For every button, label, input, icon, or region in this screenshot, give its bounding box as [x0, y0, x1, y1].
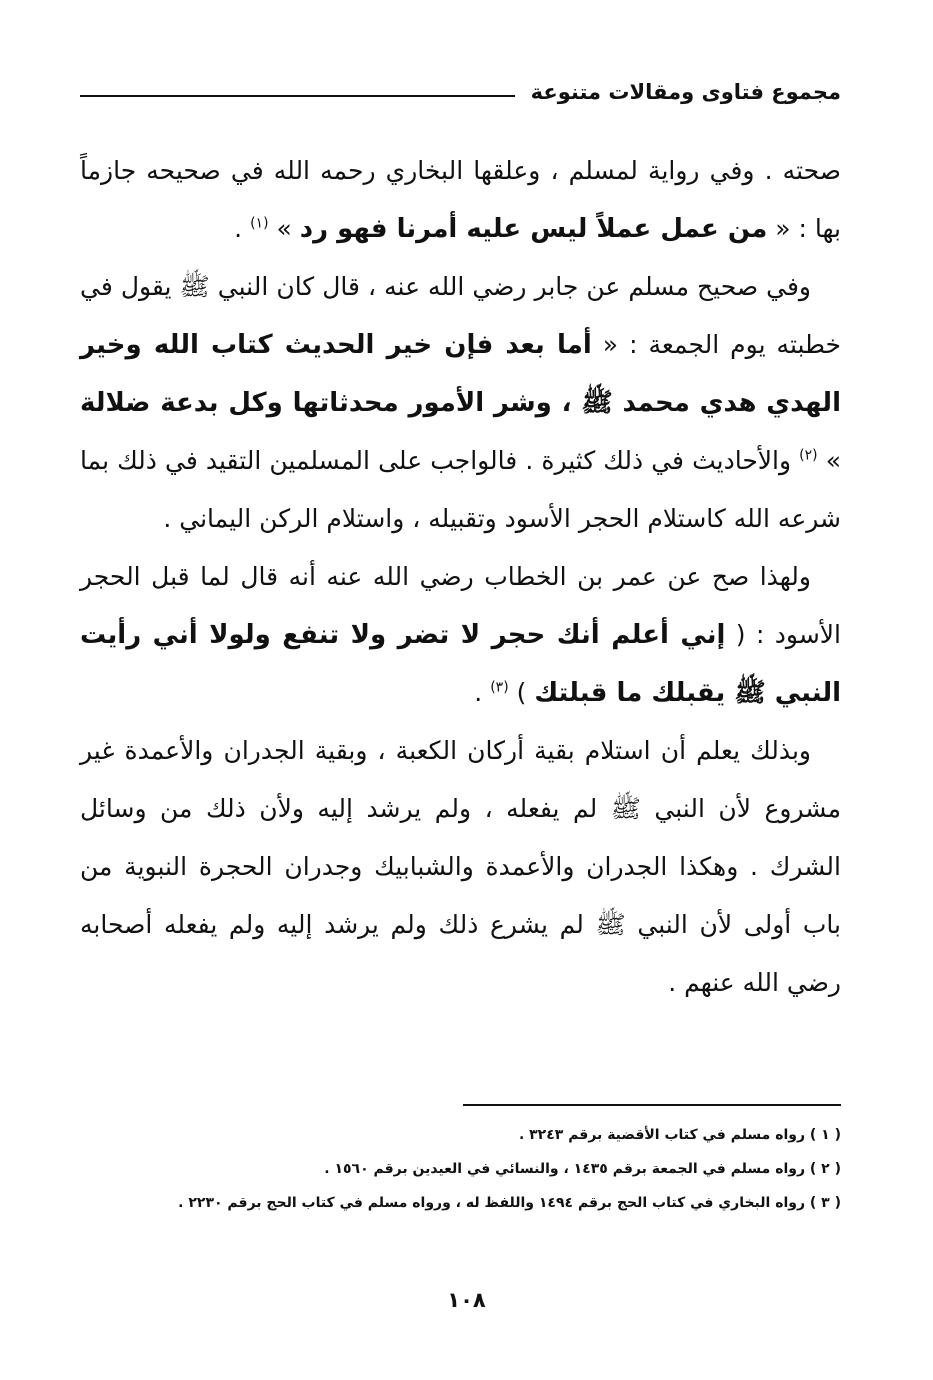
paragraph-1-text-b: »: [268, 214, 300, 243]
footnotes: [100, 1118, 841, 1220]
umar-quote: إني أعلم أنك حجر لا تضر ولا تنفع ولولا أني رأيت النبي ﷺ يقبلك ما قبلتك: [80, 620, 841, 708]
header-rule: [80, 95, 515, 97]
paragraph-3-text-a: ولهذا صح عن عمر بن الخطاب رضي الله عنه أنه قال لما قبل الحجر الأسود : (: [80, 562, 842, 649]
page-number: ١٠٨: [447, 1288, 486, 1312]
footnote-ref-3[interactable]: (٣): [490, 679, 509, 696]
hadith-quote-1: من عمل عملاً ليس عليه أمرنا فهو رد: [299, 214, 768, 244]
paragraph-1-text-a: صحته . وفي رواية لمسلم ، وعلقها البخاري رحمه الله في صحيحه جازماً بها : «: [80, 156, 841, 243]
paragraph-1-text-c: .: [234, 214, 251, 243]
paragraph-2-text-c: والأحاديث في ذلك كثيرة . فالواجب على المسلمين التقيد في ذلك بما شرعه الله كاستلام الحجر الأسود وتقبيله ، واستلام الركن اليماني .: [80, 446, 841, 533]
paragraph-2-text-b: »: [817, 446, 842, 475]
paragraph-4-text: وبذلك يعلم أن استلام بقية أركان الكعبة ، وبقية الجدران والأعمدة غير مشروع لأن النبي ﷺ لم يفعله ، ولم يرشد إليه ولأن ذلك من وسائل الشرك . وهكذا الجدران والأعمدة والشبابيك وجدران الحجرة النبوية من باب أولى لأن النبي ﷺ لم يشرع ذلك ولم يرشد إليه ولم يفعله أصحابه رضي الله عنهم .: [80, 736, 841, 997]
page-header: [80, 72, 841, 112]
hadith-quote-2: أما بعد فإن خير الحديث كتاب الله وخير الهدي هدي محمد ﷺ ، وشر الأمور محدثاتها وكل بدعة ضلالة: [80, 330, 841, 418]
footnote-divider: [463, 1104, 841, 1106]
footnote-ref-2[interactable]: (٢): [799, 447, 818, 464]
paragraph-2: [80, 258, 841, 548]
paragraph-4: [80, 722, 841, 1012]
footnote-1: ( ١ ) رواه مسلم في كتاب الأقضية برقم ٣٢٤٣ .: [518, 1127, 841, 1143]
paragraph-3: [80, 548, 841, 722]
running-title: مجموع فتاوى ومقالات متنوعة: [530, 80, 841, 104]
body-text: [80, 142, 841, 1012]
paragraph-3-text-b: ): [508, 678, 535, 707]
paragraph-1: [80, 142, 841, 258]
footnote-ref-1[interactable]: (١): [250, 215, 269, 232]
paragraph-2-text-a: وفي صحيح مسلم عن جابر رضي الله عنه ، قال كان النبي ﷺ يقول في خطبته يوم الجمعة : «: [80, 272, 841, 359]
paragraph-3-text-c: .: [474, 678, 491, 707]
footnote-3: ( ٣ ) رواه البخاري في كتاب الحج برقم ١٤٩٤ واللفظ له ، ورواه مسلم في كتاب الحج برقم ٢٢٣٠ .: [178, 1195, 841, 1211]
footnote-2: ( ٢ ) رواه مسلم في الجمعة برقم ١٤٣٥ ، والنسائي في العيدين برقم ١٥٦٠ .: [324, 1161, 841, 1177]
